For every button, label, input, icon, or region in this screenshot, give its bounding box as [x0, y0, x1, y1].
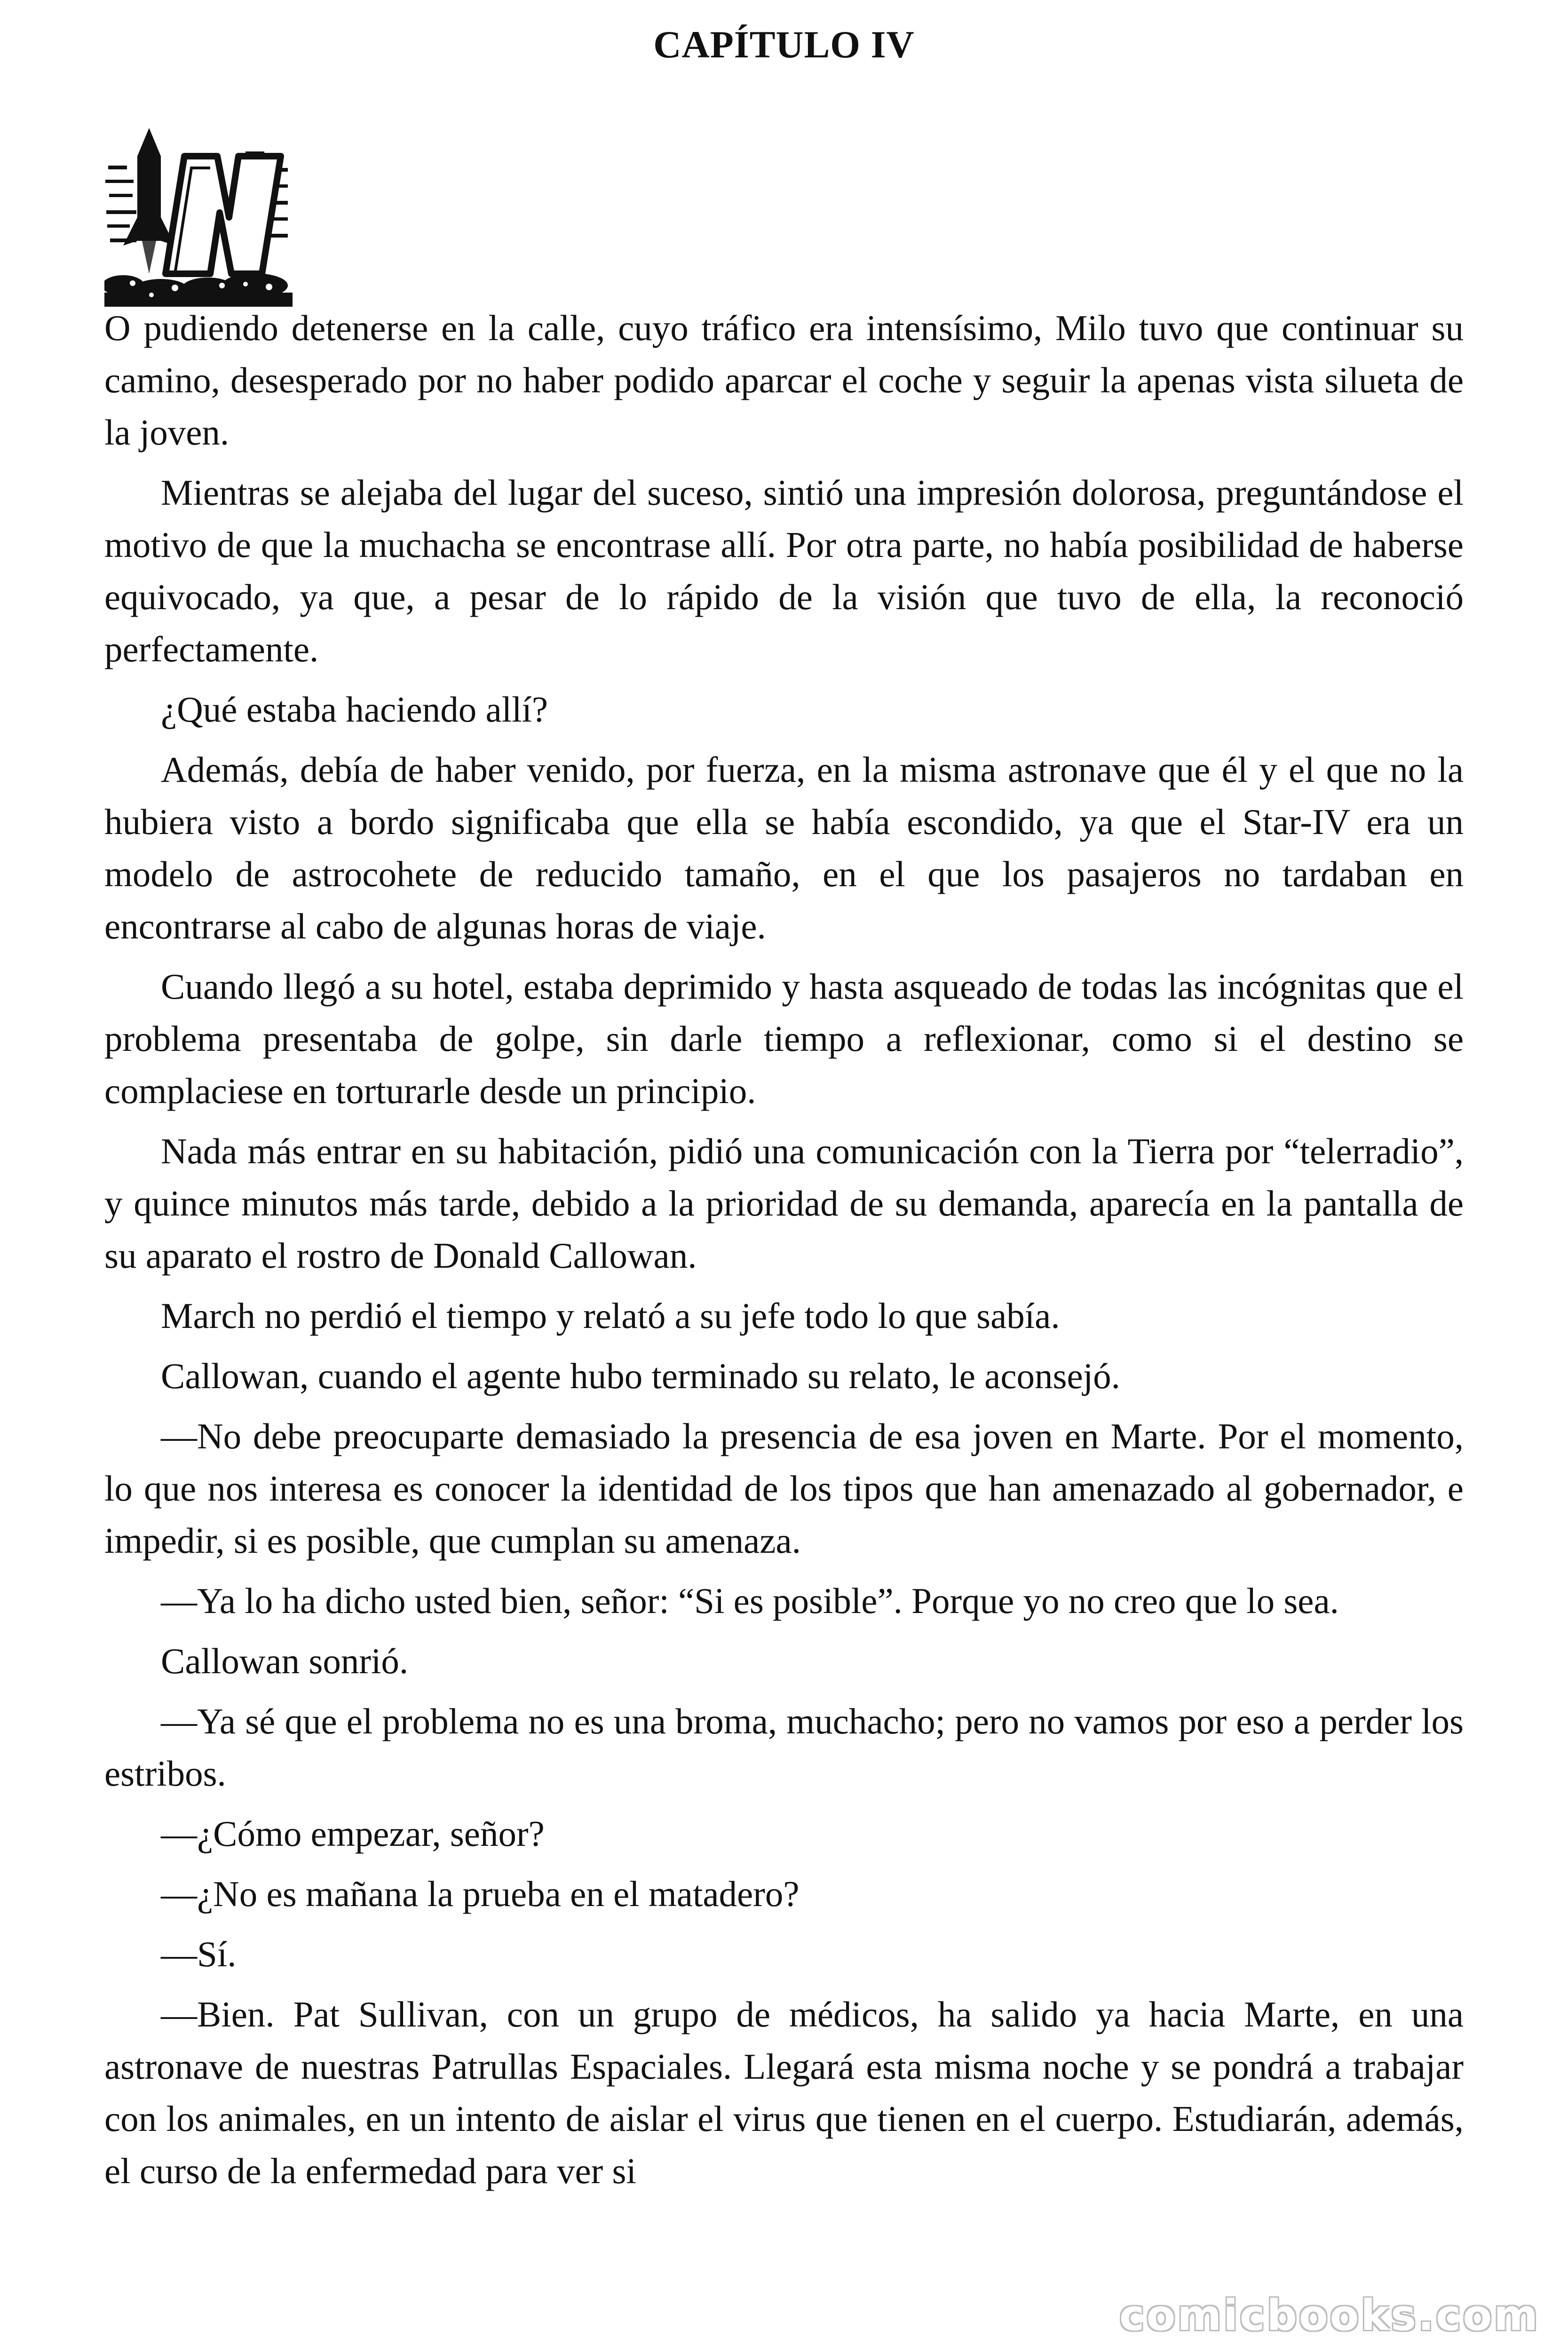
- paragraph: O pudiendo detenerse en la calle, cuyo tráfico era intensísimo, Milo tuvo que continuar su camino, desesperado por no haber podido aparcar el coche y seguir la apenas vista silueta de la joven.: [104, 308, 1464, 453]
- paragraph: —Sí.: [161, 1934, 237, 1974]
- paragraph: —¿No es mañana la prueba en el matadero?: [161, 1874, 800, 1914]
- watermark: comicbooks.com: [1119, 2291, 1540, 2340]
- paragraph: —¿Cómo empezar, señor?: [161, 1813, 545, 1854]
- paragraph: ¿Qué estaba haciendo allí?: [161, 689, 548, 730]
- paragraph: —Ya lo ha dicho usted bien, señor: “Si es posible”. Porque yo no creo que lo sea.: [161, 1581, 1339, 1621]
- drop-cap-letter-n: [166, 156, 281, 274]
- rocket-drop-cap-illustration: [104, 123, 293, 307]
- paragraph: Además, debía de haber venido, por fuerza, en la misma astronave que él y el que no la hubiera visto a bordo significaba que ella se había escondido, ya que el Star-IV era un modelo de astrocohete de reducido tamaño, en el que los pasajeros no tardaban en encontrarse al cabo de algunas horas de viaje.: [104, 749, 1464, 946]
- paragraph: —No debe preocuparte demasiado la presencia de esa joven en Marte. Por el momento, lo que nos interesa es conocer la identidad de los tipos que han amenazado al gobernador, e impedir, si es posible, que cumplan su amenaza.: [104, 1416, 1464, 1561]
- paragraph: —Ya sé que el problema no es una broma, muchacho; pero no vamos por eso a perder los estribos.: [104, 1701, 1464, 1794]
- paragraph: Callowan, cuando el agente hubo terminado su relato, le aconsejó.: [161, 1356, 1120, 1396]
- chapter-title: CAPÍTULO IV: [653, 23, 915, 66]
- body-text: [104, 302, 1464, 2205]
- paragraph: Callowan sonrió.: [161, 1641, 409, 1681]
- paragraph: Mientras se alejaba del lugar del suceso, sintió una impresión dolorosa, preguntándose el motivo de que la muchacha se encontrase allí. Por otra parte, no había posibilidad de haberse equivocado, ya que, a pesar de lo rápido de la visión que tuvo de ella, la reconoció perfectamente.: [104, 472, 1464, 669]
- paragraph: March no perdió el tiempo y relató a su jefe todo lo que sabía.: [161, 1295, 1060, 1336]
- paragraph: —Bien. Pat Sullivan, con un grupo de médicos, ha salido ya hacia Marte, en una astronave de nuestras Patrullas Espaciales. Llegará esta misma noche y se pondrá a trabajar con los animales, en un intento de aislar el virus que tienen en el cuerpo. Estudiarán, además, el curso de la enfermedad para ver si: [104, 1994, 1464, 2191]
- paragraph: Cuando llegó a su hotel, estaba deprimido y hasta asqueado de todas las incógnitas que el problema presentaba de golpe, sin darle tiempo a reflexionar, como si el destino se complaciese en torturarle desde un principio.: [104, 966, 1464, 1111]
- paragraph: Nada más entrar en su habitación, pidió una comunicación con la Tierra por “telerradio”, y quince minutos más tarde, debido a la prioridad de su demanda, aparecía en la pantalla de su aparato el rostro de Donald Callowan.: [104, 1131, 1464, 1276]
